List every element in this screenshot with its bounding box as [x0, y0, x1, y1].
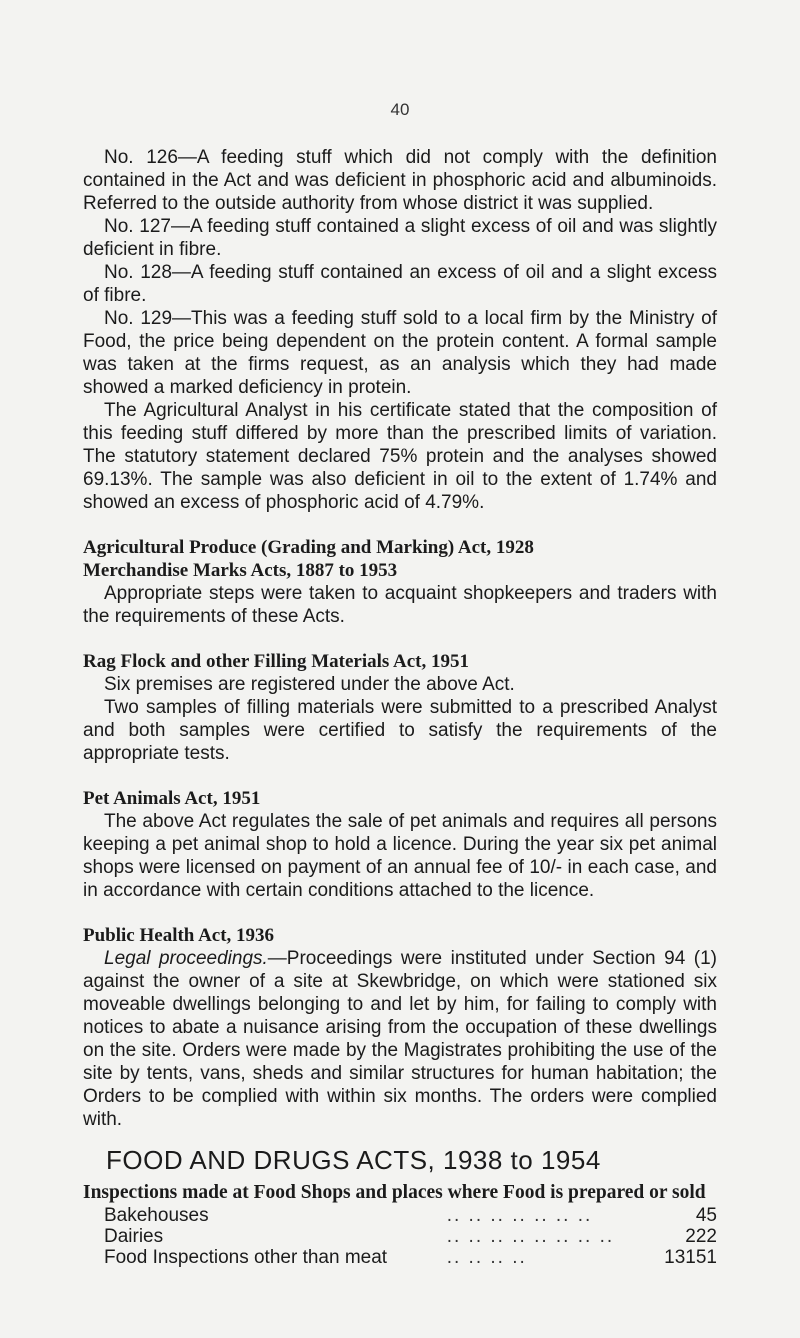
inspections-subheading: Inspections made at Food Shops and places where Food is prepared or sold [83, 1182, 706, 1203]
page-number: 40 [390, 100, 410, 119]
paragraph-no-128: No. 128—A feeding stuff contained an excess of oil and a slight excess of fibre. [83, 262, 717, 306]
row-leader-dots: .. .. .. .. .. .. .. .. [446, 1226, 615, 1247]
heading-rag-flock-act: Rag Flock and other Filling Materials Act, 1951 [83, 651, 469, 672]
table-row [83, 1247, 717, 1268]
row-value: 13151 [664, 1247, 717, 1268]
table-row [83, 1205, 717, 1226]
paragraph-legal-proceedings [83, 947, 717, 1131]
row-leader-dots: .. .. .. .. .. .. .. [446, 1205, 593, 1226]
row-label: Food Inspections other than meat [104, 1247, 388, 1268]
page-body [83, 146, 717, 1268]
paragraph-agri-body: Appropriate steps were taken to acquaint shopkeepers and traders with the requirements of these Acts. [83, 583, 717, 627]
row-value: 222 [685, 1226, 717, 1247]
row-value: 45 [695, 1205, 717, 1226]
paragraph-no-127: No. 127—A feeding stuff contained a slight excess of oil and was slightly deficient in fibre. [83, 216, 717, 260]
paragraph-pet-animals: The above Act regulates the sale of pet animals and requires all persons keeping a pet animal shop to hold a licence. During the year six pet animal shops were licensed on payment of an annual fee of 10/- in each case, and in accordance with certain conditions attached to the licence. [83, 811, 717, 901]
table-row [83, 1226, 717, 1247]
inspections-table [83, 1205, 717, 1268]
heading-merchandise-marks-acts: Merchandise Marks Acts, 1887 to 1953 [83, 560, 398, 581]
paragraph-analyst-certificate: The Agricultural Analyst in his certificate stated that the composition of this feeding stuff differed by more than the prescribed limits of variation. The statutory statement declared 75% protein and the analyses showed 69.13%. The sample was also deficient in oil to the extent of 1.74% and showed an excess of phosphoric acid of 4.79%. [83, 400, 717, 513]
heading-pet-animals-act: Pet Animals Act, 1951 [83, 788, 261, 809]
paragraph-no-126: No. 126—A feeding stuff which did not comply with the definition contained in the Act and was deficient in phosphoric acid and albuminoids. Referred to the outside authority from whose district it was supplied. [83, 147, 717, 214]
legal-proceedings-text: —Proceedings were instituted under Section 94 (1) against the owner of a site at Skewbridge, on which were stationed six moveable dwellings belonging to and let by him, for failing to comply with notices to abate a nuisance arising from the occupation of these dwellings on the site. Orders were made by the Magistrates prohibiting the use of the site by tents, vans, sheds and similar structures for human habitation; the Orders to be complied with within six months. The orders were complied with. [83, 948, 717, 1130]
food-drugs-title: FOOD AND DRUGS ACTS, 1938 to 1954 [106, 1145, 601, 1175]
paragraph-rag-samples: Two samples of filling materials were submitted to a prescribed Analyst and both samples were certified to satisfy the requirements of the appropriate tests. [83, 697, 717, 764]
row-label: Bakehouses [104, 1205, 209, 1226]
row-leader-dots: .. .. .. .. [446, 1247, 527, 1268]
heading-public-health-act: Public Health Act, 1936 [83, 925, 275, 946]
row-label: Dairies [104, 1226, 164, 1247]
paragraph-rag-premises: Six premises are registered under the above Act. [104, 674, 515, 695]
paragraph-no-129: No. 129—This was a feeding stuff sold to a local firm by the Ministry of Food, the price being dependent on the protein content. A formal sample was taken at the firms request, as an analysis which they had made showed a marked deficiency in protein. [83, 308, 717, 398]
heading-agricultural-produce-act: Agricultural Produce (Grading and Marking) Act, 1928 [83, 537, 534, 558]
italic-legal-proceedings: Legal proceedings. [104, 948, 268, 969]
